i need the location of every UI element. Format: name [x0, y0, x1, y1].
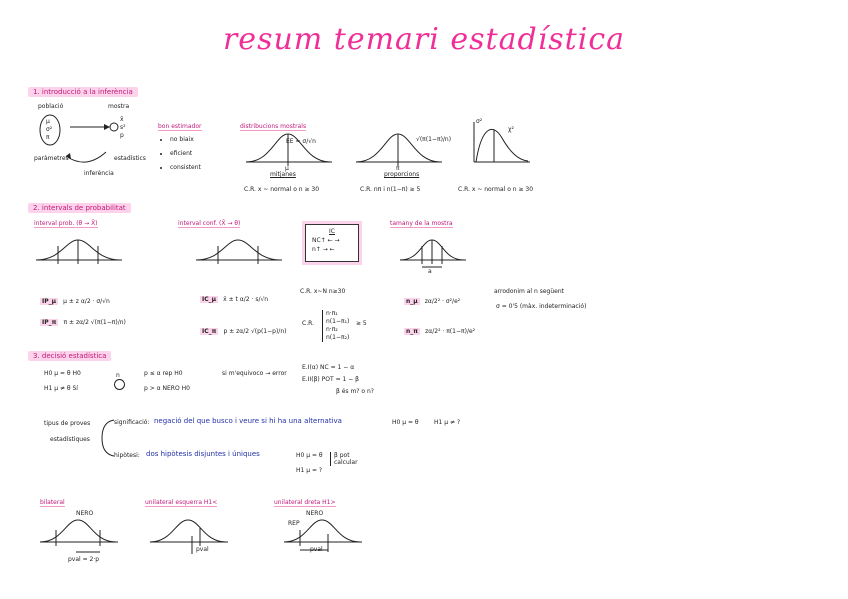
- tipus-label: tipus de proves: [44, 420, 91, 427]
- error-1: E.I(α) NC = 1 − α: [302, 364, 355, 371]
- bilateral-title: bilateral: [40, 499, 65, 506]
- proporcions-ee: √(π(1−π)/n): [416, 136, 452, 143]
- ip-pi-label: IP_π: [42, 319, 57, 326]
- tamany-note1: arrodonim al n següent: [494, 288, 564, 295]
- brace: [96, 418, 116, 458]
- ip-mu-formula: μ ± z α/2 · σ/√n: [63, 298, 110, 305]
- error-2: E.II(β) POT = 1 − β: [302, 376, 359, 383]
- n-pi-formula: zα/2² · π(1−π)/e²: [425, 328, 476, 335]
- chi-cond: C.R. x ~ normal o n ≥ 30: [458, 186, 534, 193]
- ic-pi-geq: ≥ 5: [356, 320, 367, 327]
- ic-mu-formula: x̄ ± t α/2 · s/√n: [223, 296, 269, 303]
- n-pi-row: [404, 318, 475, 337]
- sig-h0: H0 μ = θ: [392, 419, 419, 426]
- samp-stats: x̄ s² p: [120, 116, 126, 139]
- hip-text: dos hipòtesis disjuntes i úniques: [146, 450, 260, 458]
- mitjanes-cond: C.R. x ~ normal o n ≥ 30: [244, 186, 320, 193]
- n-mu-formula: zα/2² · σ²/e²: [424, 298, 461, 305]
- alpha-circle: [114, 379, 125, 390]
- uni-dre-pval: pval: [310, 546, 323, 553]
- ic-pi-row: [200, 318, 286, 337]
- ic-pi-cond: C.R.: [302, 320, 314, 327]
- chi-symbol: χ²: [508, 126, 514, 133]
- inferencia-label: inferència: [84, 170, 114, 177]
- uni-esq-title: unilateral esquerra H1<: [145, 499, 218, 506]
- mitjanes-label: mitjanes: [270, 171, 296, 178]
- ip-pi-formula: π ± zα/2 √(π(1−π)/n): [63, 319, 126, 326]
- page-title: resum temari estadística: [222, 22, 626, 57]
- mitjanes-curve: [246, 128, 336, 173]
- n-pi-label: n_π: [406, 328, 419, 335]
- parametres-label: paràmetres: [34, 155, 69, 162]
- chi-square-curve: [472, 122, 532, 167]
- section1-heading: 1. introducció a la inferència: [28, 87, 138, 97]
- sig-label: significació:: [114, 419, 150, 426]
- hip-h1: H1 μ = ?: [296, 467, 323, 474]
- bilateral-nero: NERO: [76, 510, 94, 517]
- tamany-note2: σ = 0'5 (màx. indeterminació): [496, 303, 587, 310]
- estadistiques-label: estadístiques: [50, 436, 90, 443]
- tamany-title: tamany de la mostra: [390, 220, 453, 227]
- ic-mu-row: [200, 286, 268, 305]
- pval-rule-1: p ≤ α rep H0: [144, 370, 183, 377]
- tamany-curve: [400, 236, 470, 271]
- n-label: n: [116, 372, 120, 379]
- ic-pi-conditions: n·π₁ n(1−π₁) n·π₂ n(1−π₂): [322, 310, 349, 342]
- uni-dre-title: unilateral dreta H1>: [274, 499, 336, 506]
- poblacio-label: població: [38, 103, 64, 110]
- uni-dre-nero: NERO: [306, 510, 324, 517]
- mitjanes-ee: EE = σ/√n: [286, 138, 316, 145]
- proporcions-cond: C.R. nπ i n(1−π) ≥ 5: [360, 186, 421, 193]
- uni-dre-rep: REP: [288, 520, 300, 527]
- n-mu-row: [404, 288, 460, 307]
- hip-note: β pot calcular: [330, 452, 364, 466]
- section3-heading: 3. decisió estadística: [28, 351, 111, 361]
- ip-title: interval prob. (θ → X̄): [34, 220, 98, 227]
- pop-params: μ σ² π: [46, 118, 53, 141]
- bilateral-pval: pval = 2·p: [68, 556, 100, 563]
- sig-text: negació del que busco i veure si hi ha una alternativa: [154, 417, 342, 425]
- estadistics-label: estadístics: [114, 155, 146, 162]
- ic-pi-label: IC_π: [202, 328, 217, 335]
- ic-title: interval conf. (X̄ → θ): [178, 220, 241, 227]
- mitjanes-mu: μ: [285, 165, 289, 172]
- error-3: β és m? o n?: [336, 388, 374, 395]
- hip-h0: H0 μ = θ: [296, 452, 323, 459]
- chi-sigma: σ²: [476, 118, 483, 125]
- mostra-label: mostra: [108, 103, 130, 110]
- n-mu-label: n_μ: [406, 298, 418, 305]
- ip-curve: [36, 236, 126, 271]
- ip-mu-label: IP_μ: [42, 298, 57, 305]
- ic-pi-formula: p ± zα/2 √(p(1−p)/n): [223, 328, 287, 335]
- sig-h1: H1 μ ≠ ?: [434, 419, 461, 426]
- uni-esq-pval: pval: [196, 546, 209, 553]
- tamany-a: a: [428, 268, 432, 275]
- proporcions-pi: π: [396, 165, 400, 172]
- h1-line: H1 μ ≠ θ Sí: [44, 385, 78, 392]
- proporcions-label: proporcions: [384, 171, 420, 178]
- error-line: si m'equivoco → error: [222, 370, 287, 377]
- h0-line: H0 μ = θ H0: [44, 370, 81, 377]
- ip-mu-row: [40, 288, 110, 307]
- hip-label: hipòtesi:: [114, 452, 140, 459]
- bon-estimador-title: bon estimador: [158, 123, 202, 130]
- proporcions-curve: [356, 128, 446, 173]
- ic-summary-box: IC NC↑ ← → n↑ → ←: [305, 224, 359, 262]
- ic-mu-cond: C.R. x~N n≥30: [300, 288, 346, 295]
- section2-heading: 2. intervals de probabilitat: [28, 203, 131, 213]
- pval-rule-2: p > α NERO H0: [144, 385, 190, 392]
- ic-mu-label: IC_μ: [202, 296, 217, 303]
- dist-mostrals-title: distribucions mostrals: [240, 123, 307, 130]
- ip-pi-row: [40, 309, 126, 328]
- ic-curve: [196, 236, 286, 271]
- bon-estimador-list: • no biaix • eficient • consistent: [160, 133, 201, 175]
- uni-esq-curve: [150, 516, 230, 556]
- bilateral-curve: [40, 516, 120, 556]
